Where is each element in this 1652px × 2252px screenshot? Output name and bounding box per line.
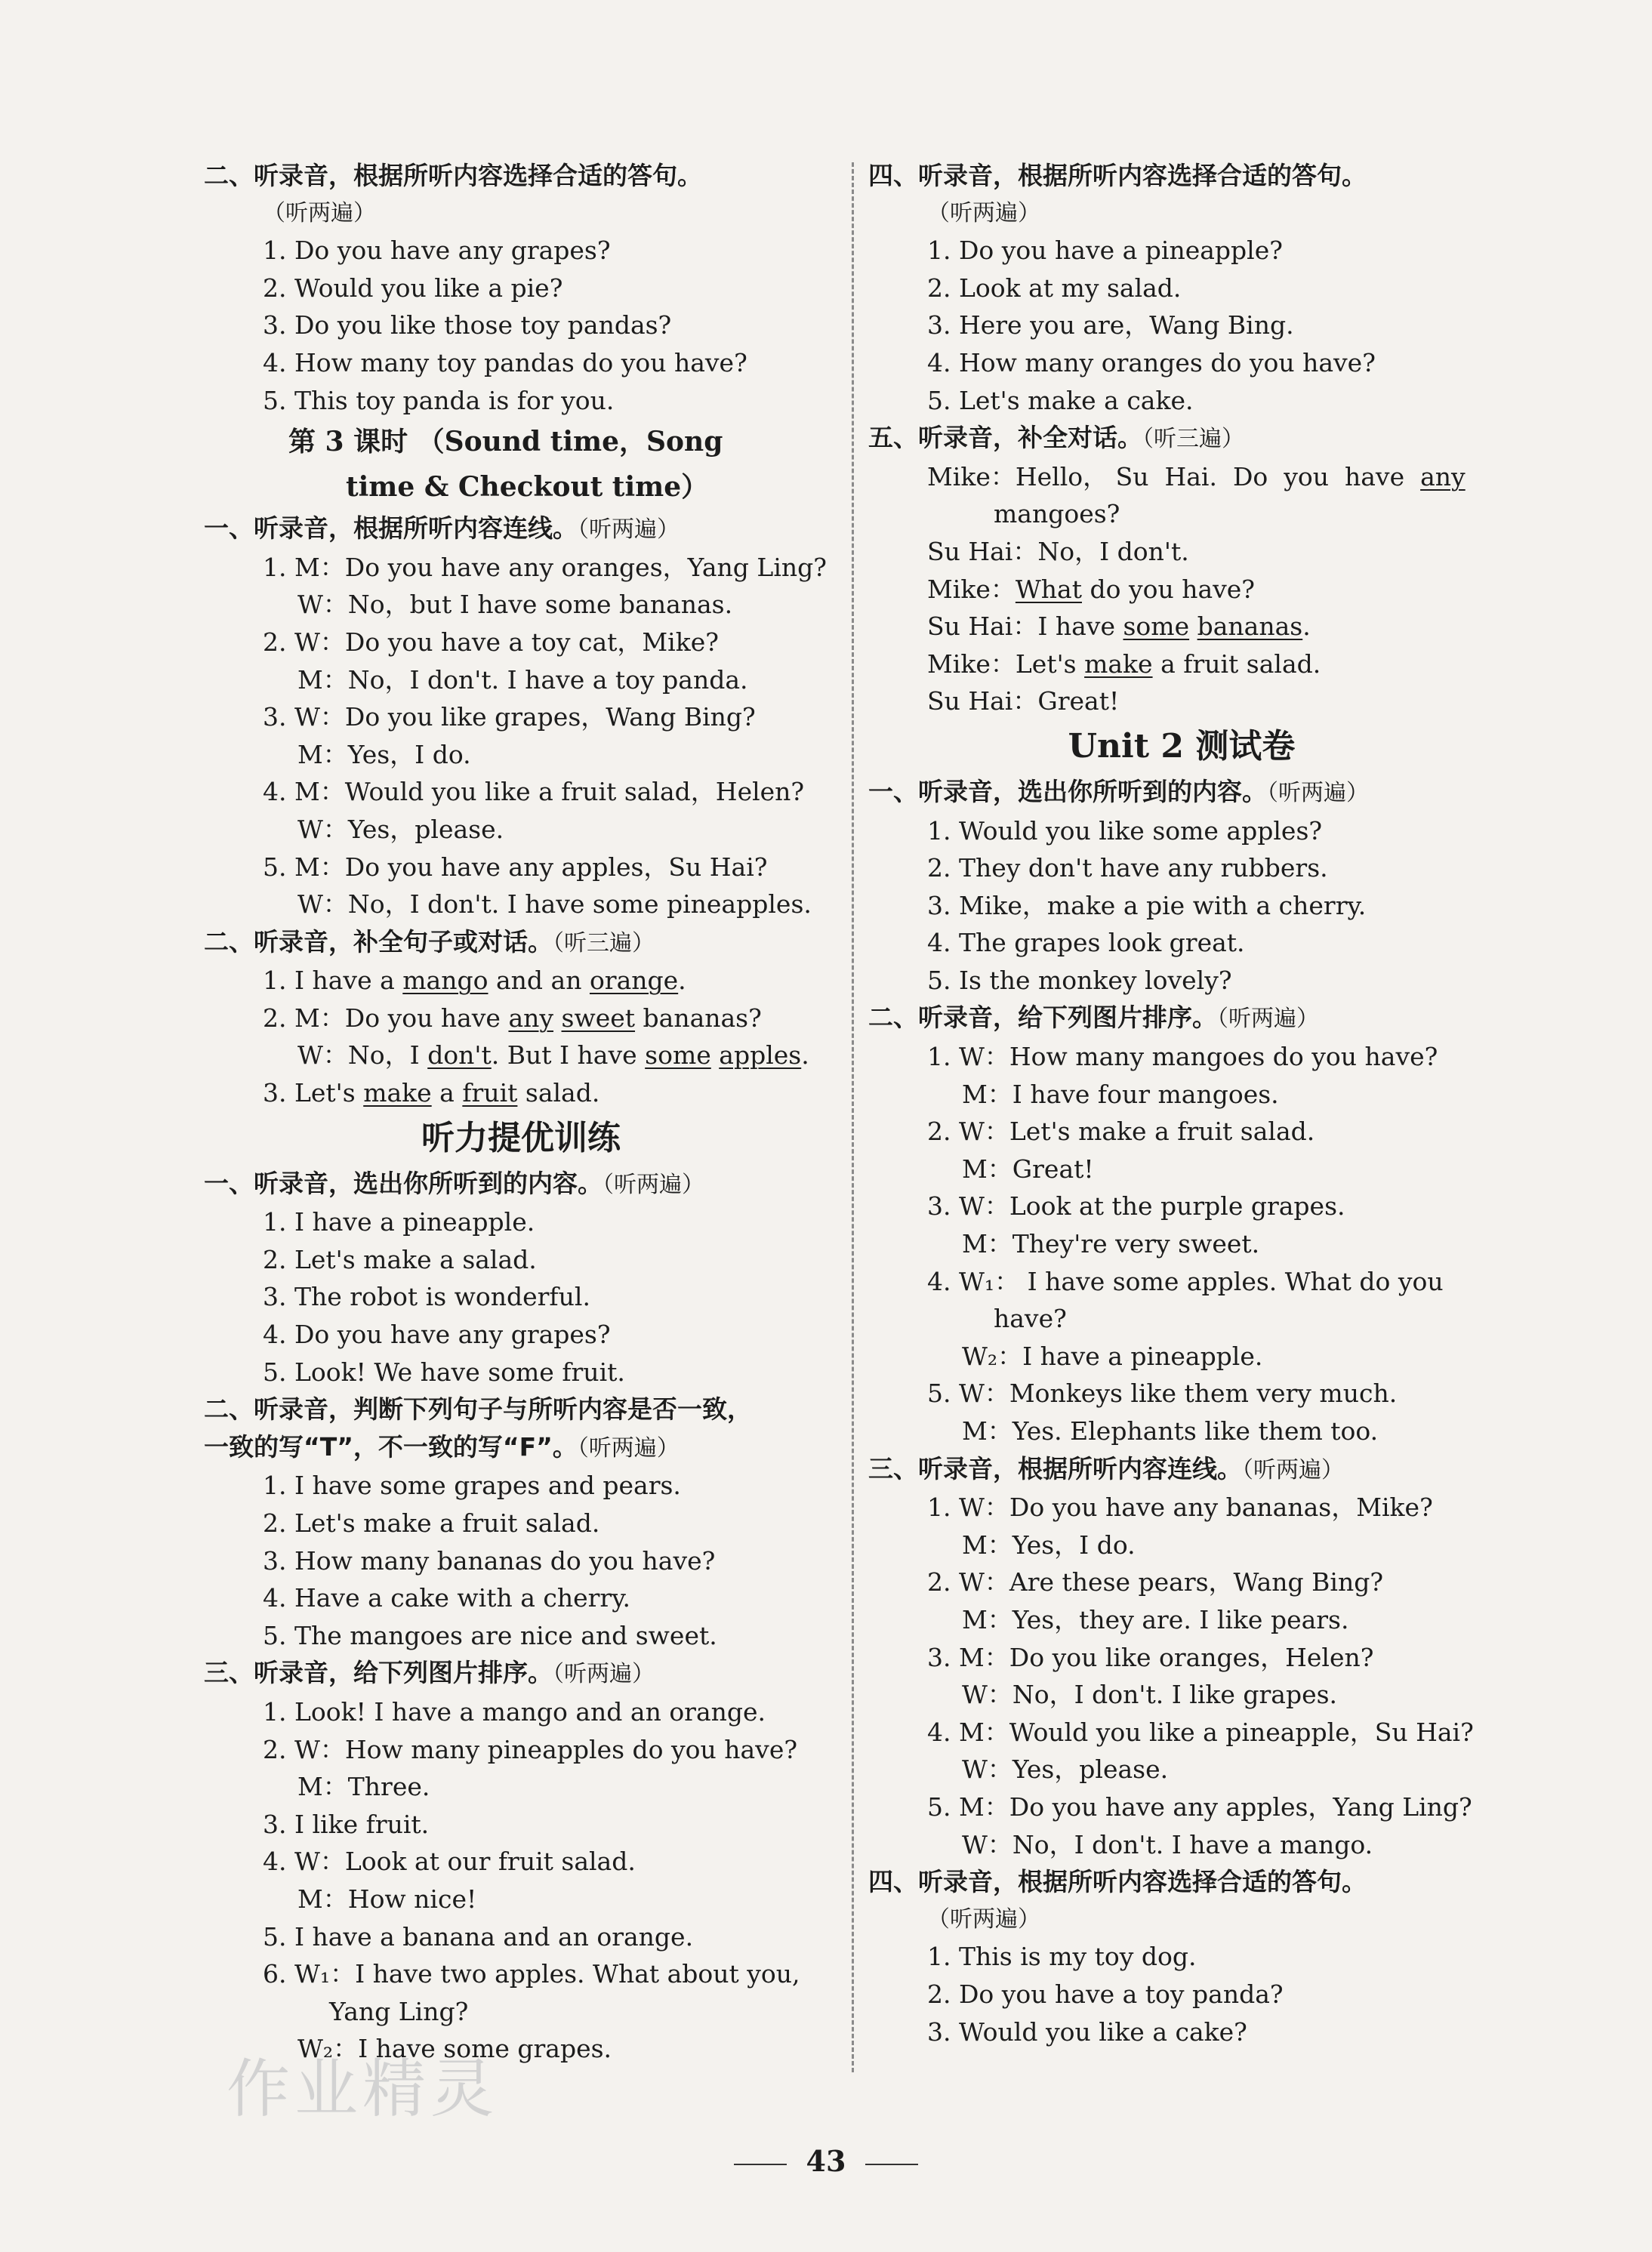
dialogue-line: 2. W：Let's make a fruit salad.	[927, 1117, 1315, 1147]
section-heading: 三、听录音，给下列图片排序。（听两遍）	[204, 1658, 655, 1688]
dialogue-line: W：Yes，please.	[962, 1754, 1169, 1785]
answer-list	[204, 232, 838, 419]
dialogue-line: 3. I like fruit.	[263, 1809, 430, 1839]
list-item: 3. How many bananas do you have?	[263, 1545, 716, 1576]
list-item: 1. Do you have a pineapple?	[927, 236, 1283, 266]
dialogue-line: 5. M：Do you have any apples，Yang Ling?	[927, 1791, 1472, 1822]
dialogue-line: M：How nice!	[297, 1884, 477, 1914]
list-item: 2. Let's make a salad.	[263, 1244, 537, 1274]
dialogue-line: 4. M：Would you like a pineapple，Su Hai?	[927, 1717, 1474, 1747]
list-item: 4. Have a cake with a cherry.	[263, 1583, 630, 1613]
dialogue-line: W：Yes，please.	[297, 814, 504, 844]
dialogue-line: M：Yes，I do.	[297, 739, 471, 769]
list-item: 5. This toy panda is for you.	[263, 385, 615, 415]
list-item: 2. Let's make a fruit salad.	[263, 1508, 600, 1538]
dialogue-line: W：No，I don't. I have some pineapples.	[297, 889, 812, 920]
list-item: 4. The grapes look great.	[927, 928, 1245, 958]
list-item: 1. I have some grapes and pears.	[263, 1471, 681, 1501]
answer-list	[868, 232, 1495, 419]
dialogue-line: W：No，I don't. I like grapes.	[962, 1680, 1338, 1710]
section-heading: 三、听录音，根据所听内容连线。（听两遍）	[868, 1453, 1344, 1483]
list-item: 5. Let's make a cake.	[927, 385, 1194, 415]
right-column	[868, 157, 1495, 2050]
list-item: 4. How many oranges do you have?	[927, 347, 1376, 377]
section-note: （听两遍）	[263, 199, 376, 226]
dialogue-line: M：Three.	[297, 1772, 430, 1802]
dialogue-line: M：Yes，they are. I like pears.	[962, 1604, 1349, 1634]
section-heading: 一、听录音，根据所听内容连线。（听两遍）	[204, 513, 680, 544]
dialogue-line: 5. M：Do you have any apples，Su Hai?	[263, 852, 768, 882]
dialogue-line: W₂：I have some grapes.	[297, 2034, 612, 2064]
section-heading: 一、听录音，选出你所听到的内容。（听两遍）	[868, 776, 1369, 806]
watermark: 作业精灵	[227, 2052, 499, 2126]
fill-sentence: 1. I have a mango and an orange.	[263, 966, 686, 996]
fill-sentence: 3. Let's make a fruit salad.	[263, 1078, 600, 1108]
dialogue-line: Su Hai：No，I don't.	[927, 536, 1189, 566]
dialogue-line: 1. M：Do you have any oranges，Yang Ling?	[263, 552, 827, 582]
list-item: 3. The robot is wonderful.	[263, 1282, 590, 1312]
list-item: 3. Do you like those toy pandas?	[263, 310, 672, 340]
dialogue-line: Yang Ling?	[329, 1996, 469, 2026]
dialogue-line: Mike：Hello， Su Hai. Do you have any	[927, 461, 1466, 491]
dialogue-list	[868, 1038, 1495, 1450]
answer-list	[204, 1203, 838, 1391]
dialogue-line: 1. W：How many mangoes do you have?	[927, 1042, 1438, 1072]
section-heading: 二、听录音，给下列图片排序。（听两遍）	[868, 1003, 1319, 1033]
list-item: 4. Do you have any grapes?	[263, 1320, 611, 1350]
list-item: 5. Look! We have some fruit.	[263, 1357, 625, 1387]
dialogue-line: 3. W：Look at the purple grapes.	[927, 1191, 1345, 1222]
left-column	[204, 157, 838, 2068]
list-item: 5. The mangoes are nice and sweet.	[263, 1620, 717, 1650]
section-note: （听两遍）	[927, 1905, 1040, 1933]
section-heading: 二、听录音，判断下列句子与所听内容是否一致，	[204, 1394, 752, 1425]
unit-title: Unit 2 测试卷	[1068, 726, 1296, 766]
dialogue-line: 2. W：Are these pears，Wang Bing?	[927, 1567, 1384, 1597]
fill-sentence: W：No，I don't. But I have some apples.	[297, 1040, 809, 1071]
dialogue-line: 1. W：Do you have any bananas，Mike?	[927, 1493, 1433, 1523]
dialogue-line: 4. W：Look at our fruit salad.	[263, 1847, 636, 1877]
dialogue-line: 5. I have a banana and an orange.	[263, 1921, 694, 1952]
fill-sentence: 2. M：Do you have any sweet bananas?	[263, 1003, 762, 1033]
section-heading: 五、听录音，补全对话。（听三遍）	[868, 423, 1244, 453]
dialogue-line: 4. W₁： I have some apples. What do you	[927, 1266, 1444, 1296]
lesson-title-line2: time & Checkout time）	[346, 471, 709, 504]
dialogue-line: 3. W：Do you like grapes，Wang Bing?	[263, 702, 756, 732]
dialogue-line: M：Yes. Elephants like them too.	[962, 1416, 1379, 1446]
list-item: 2. Do you have a toy panda?	[927, 1979, 1284, 2009]
dialogue-line: have?	[994, 1304, 1067, 1334]
list-item: 2. Look at my salad.	[927, 273, 1182, 303]
list-item: 3. Here you are，Wang Bing.	[927, 310, 1294, 340]
answer-list	[868, 1938, 1495, 2050]
dialogue-line: mangoes?	[994, 499, 1120, 529]
section-heading: 一、听录音，选出你所听到的内容。（听两遍）	[204, 1168, 704, 1198]
list-item: 3. Mike，make a pie with a cherry.	[927, 890, 1367, 920]
dialogue-line: W：No，I don't. I have a mango.	[962, 1829, 1373, 1859]
section-heading: 四、听录音，根据所听内容选择合适的答句。	[868, 161, 1367, 190]
dialogue-list	[204, 1693, 838, 2068]
list-item: 1. This is my toy dog.	[927, 1942, 1197, 1972]
dialogue-line: 2. W：How many pineapples do you have?	[263, 1734, 798, 1764]
dialogue-line: W₂：I have a pineapple.	[962, 1341, 1263, 1371]
dialogue-line: Su Hai：Great!	[927, 686, 1120, 716]
answer-list	[204, 1467, 838, 1654]
list-item: 1. Would you like some apples?	[927, 815, 1323, 846]
dialogue-line: 3. M：Do you like oranges，Helen?	[927, 1642, 1374, 1672]
dialogue-line: M：I have four mangoes.	[962, 1079, 1279, 1109]
answer-list	[868, 812, 1495, 1000]
dialogue-line: 4. M：Would you like a fruit salad，Helen?	[263, 777, 805, 807]
dialogue-line: Mike：Let's make a fruit salad.	[927, 648, 1321, 679]
list-item: 4. How many toy pandas do you have?	[263, 347, 747, 377]
lesson-title-line1: 第 3 课时 （Sound time，Song	[288, 426, 723, 458]
section-heading-cont: 一致的写“T”，不一致的写“F”。（听两遍）	[204, 1431, 680, 1462]
list-item: 5. Is the monkey lovely?	[927, 965, 1232, 995]
dialogue-line: Su Hai：I have some bananas.	[927, 612, 1311, 642]
page-number: 43	[0, 2144, 1652, 2178]
dialogue-line: 5. W：Monkeys like them very much.	[927, 1379, 1398, 1409]
column-divider	[852, 162, 854, 2072]
dialogue-line: 1. Look! I have a mango and an orange.	[263, 1696, 766, 1727]
dialogue-line: 2. W：Do you have a toy cat，Mike?	[263, 627, 719, 657]
section-heading: 四、听录音，根据所听内容选择合适的答句。	[868, 1867, 1367, 1897]
dialogue-line: W：No，but I have some bananas.	[297, 590, 733, 620]
dialogue-line: Mike：What do you have?	[927, 574, 1256, 604]
dialogue-list	[868, 1489, 1495, 1863]
dialogue-list	[204, 549, 838, 923]
section-heading: 二、听录音，根据所听内容选择合适的答句。	[204, 161, 702, 190]
list-item: 2. Would you like a pie?	[263, 273, 563, 303]
list-item: 3. Would you like a cake?	[927, 2016, 1247, 2047]
list-item: 1. I have a pineapple.	[263, 1207, 535, 1237]
dialogue-line: 6. W₁：I have two apples. What about you,	[263, 1959, 800, 1989]
section-heading: 二、听录音，补全句子或对话。（听三遍）	[204, 926, 655, 957]
list-item: 2. They don't have any rubbers.	[927, 853, 1328, 883]
dialogue-line: M：No，I don't. I have a toy panda.	[297, 664, 748, 695]
dialogue-line: M：Yes，I do.	[962, 1530, 1136, 1560]
dialogue-line: M：They're very sweet.	[962, 1229, 1260, 1259]
section-title: 听力提优训练	[421, 1118, 621, 1157]
list-item: 1. Do you have any grapes?	[263, 236, 611, 266]
section-note: （听两遍）	[927, 199, 1040, 226]
dialogue-line: M：Great!	[962, 1154, 1094, 1184]
